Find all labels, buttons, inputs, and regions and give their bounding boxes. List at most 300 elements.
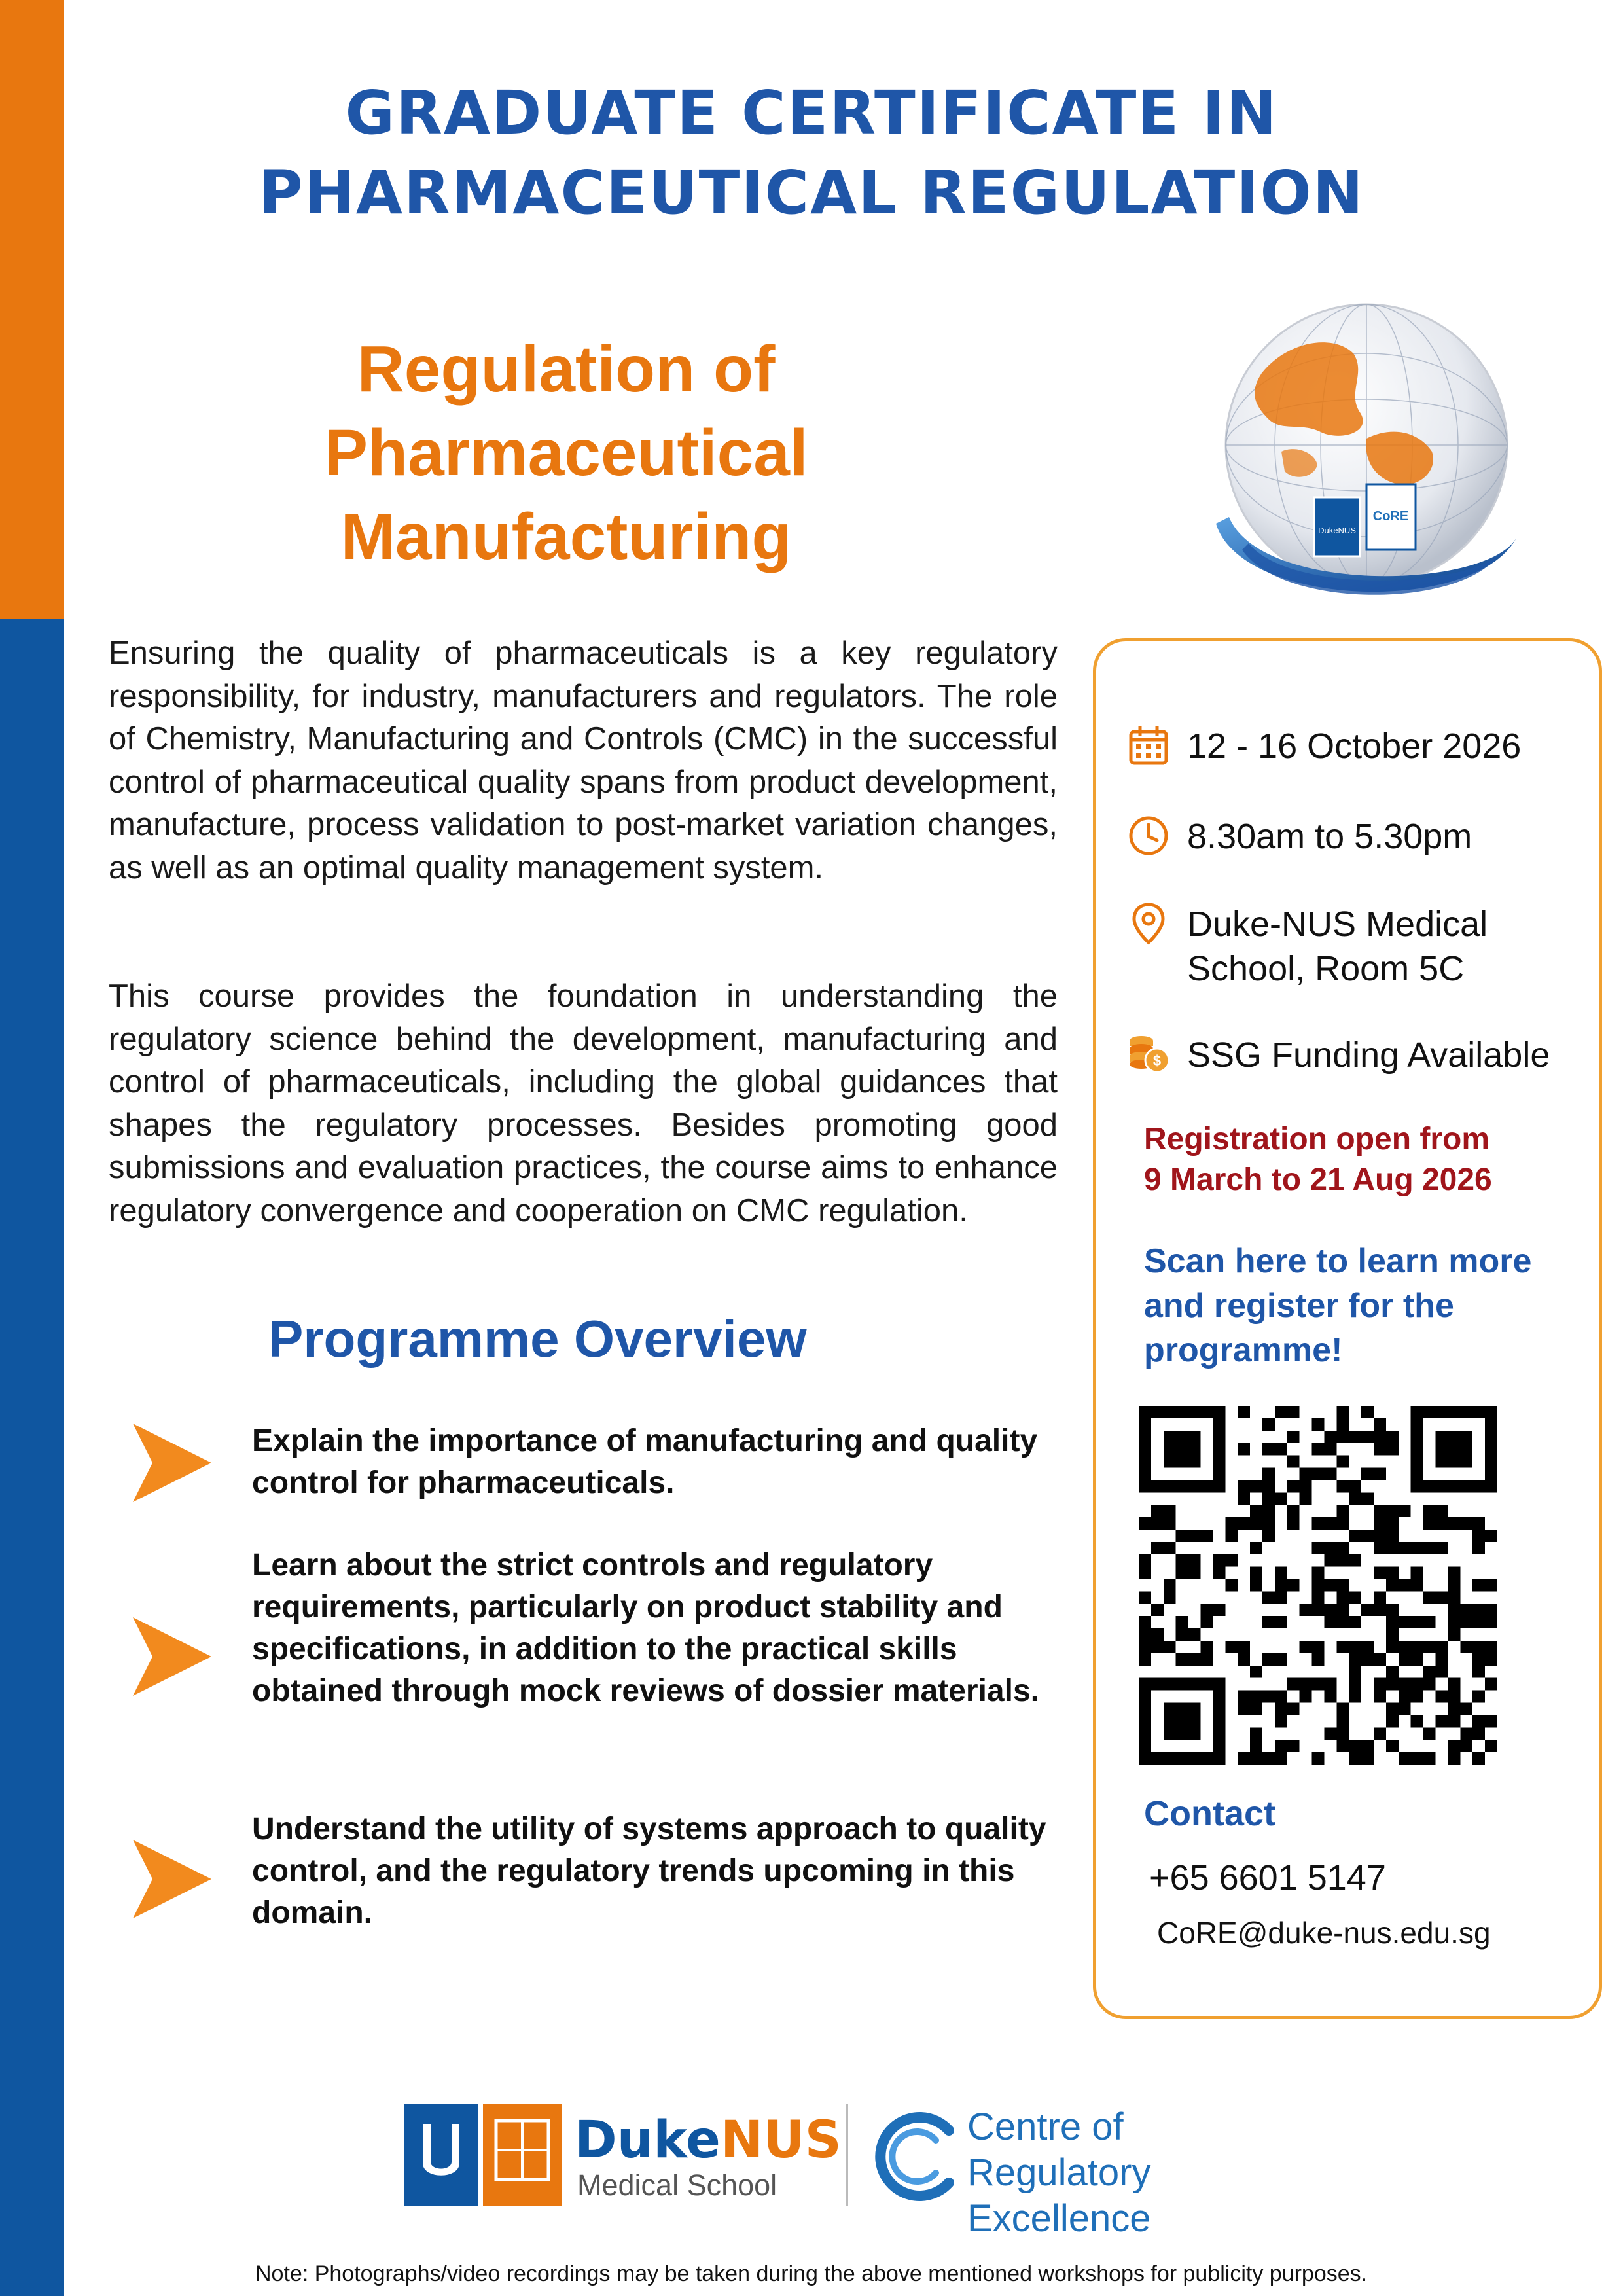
qr-module	[1374, 1443, 1386, 1456]
qr-module	[1213, 1480, 1225, 1492]
qr-module	[1411, 1431, 1423, 1443]
arrow-bullet-icon	[130, 1420, 215, 1505]
qr-module	[1238, 1752, 1250, 1765]
duke-badge	[1314, 497, 1360, 556]
qr-module	[1349, 1530, 1361, 1542]
qr-module	[1423, 1678, 1436, 1691]
left-accent-bar-orange	[0, 0, 64, 619]
clock-icon	[1127, 814, 1170, 857]
qr-module	[1386, 1616, 1399, 1628]
qr-module	[1312, 1591, 1325, 1604]
qr-module	[1176, 1727, 1188, 1740]
qr-module	[1262, 1517, 1275, 1530]
qr-module	[1164, 1678, 1176, 1691]
qr-module	[1139, 1653, 1151, 1666]
publicity-note: Note: Photographs/video recordings may be taken during the above mentioned workshops for publicity purposes.	[255, 2261, 1368, 2286]
qr-module	[1460, 1456, 1472, 1468]
qr-module	[1238, 1492, 1250, 1505]
qr-module	[1225, 1530, 1238, 1542]
qr-module	[1250, 1727, 1262, 1740]
qr-module	[1164, 1517, 1176, 1530]
programme-overview-heading: Programme Overview	[268, 1310, 807, 1368]
qr-module	[1213, 1567, 1225, 1579]
qr-module	[1436, 1591, 1448, 1604]
core-logo-icon	[870, 2111, 962, 2202]
qr-module	[1262, 1443, 1275, 1456]
scan-line-2: and register for the	[1144, 1287, 1454, 1325]
qr-module	[1225, 1517, 1238, 1530]
qr-module	[1411, 1752, 1423, 1765]
qr-module	[1164, 1641, 1176, 1653]
duke-wordmark-part-2: NUS	[720, 2111, 842, 2170]
scan-line-1: Scan here to learn more	[1144, 1242, 1532, 1280]
registration-period	[1144, 1119, 1589, 1200]
qr-module	[1399, 1678, 1411, 1691]
qr-module	[1139, 1406, 1151, 1418]
qr-module	[1262, 1591, 1275, 1604]
qr-module	[1176, 1752, 1188, 1765]
qr-module	[1188, 1567, 1201, 1579]
qr-module	[1238, 1653, 1250, 1666]
qr-module	[1287, 1431, 1300, 1443]
qr-module	[1139, 1567, 1151, 1579]
qr-module	[1287, 1517, 1300, 1530]
contact-heading: Contact	[1144, 1794, 1275, 1833]
qr-module	[1200, 1752, 1213, 1765]
globe-illustration	[1203, 301, 1530, 641]
event-date-row	[1127, 724, 1598, 768]
qr-module	[1485, 1616, 1497, 1628]
qr-module	[1213, 1443, 1225, 1456]
qr-module	[1275, 1443, 1287, 1456]
qr-module	[1411, 1567, 1423, 1579]
qr-module	[1448, 1443, 1460, 1456]
qr-module	[1349, 1740, 1361, 1752]
qr-module	[1200, 1641, 1213, 1653]
qr-module	[1139, 1456, 1151, 1468]
event-funding-row	[1127, 1033, 1598, 1077]
qr-module	[1312, 1517, 1325, 1530]
intro-paragraph-1: Ensuring the quality of pharmaceuticals is a key regulatory responsibility, for industry, manufacturers and regulators. The role of Chemistry, Manufacturing and Controls (CMC) in the successful control of pharmaceutical quality spans from product development, manufacture, process validation to post-market variation changes, as well as an optimal quality management system.	[109, 636, 1058, 886]
qr-module	[1250, 1542, 1262, 1554]
qr-module	[1213, 1431, 1225, 1443]
qr-module	[1436, 1542, 1448, 1554]
qr-module	[1374, 1591, 1386, 1604]
svg-text:CoRE: CoRE	[1372, 509, 1409, 524]
qr-module	[1349, 1492, 1361, 1505]
coins-icon	[1127, 1033, 1170, 1076]
qr-module	[1139, 1678, 1151, 1691]
qr-module	[1485, 1418, 1497, 1431]
title-line-1: GRADUATE CERTIFICATE IN	[345, 78, 1278, 148]
qr-module	[1336, 1406, 1349, 1418]
left-accent-bar-blue	[0, 619, 64, 2296]
qr-module	[1176, 1703, 1188, 1715]
qr-module	[1472, 1666, 1485, 1678]
svg-text:DukeNUS: DukeNUS	[1318, 526, 1356, 535]
qr-module	[1436, 1715, 1448, 1727]
arrow-bullet-icon	[130, 1614, 215, 1699]
core-line-1: Centre of	[967, 2106, 1124, 2148]
qr-module	[1485, 1678, 1497, 1691]
qr-module	[1151, 1641, 1164, 1653]
qr-module	[1361, 1641, 1374, 1653]
qr-module	[1300, 1480, 1312, 1492]
qr-module	[1287, 1480, 1300, 1492]
qr-module	[1250, 1752, 1262, 1765]
qr-module	[1275, 1591, 1287, 1604]
qr-module	[1374, 1567, 1386, 1579]
qr-module	[1250, 1691, 1262, 1703]
qr-module	[1485, 1641, 1497, 1653]
qr-module	[1349, 1678, 1361, 1691]
qr-module	[1374, 1604, 1386, 1616]
qr-module	[1139, 1715, 1151, 1727]
calendar-icon	[1127, 724, 1170, 767]
qr-module	[1139, 1554, 1151, 1567]
qr-module	[1436, 1653, 1448, 1666]
qr-module	[1176, 1406, 1188, 1418]
qr-module	[1386, 1443, 1399, 1456]
qr-module	[1188, 1715, 1201, 1727]
qr-module	[1188, 1443, 1201, 1456]
qr-module	[1386, 1628, 1399, 1641]
qr-module	[1139, 1616, 1151, 1628]
qr-module	[1238, 1641, 1250, 1653]
qr-module	[1423, 1752, 1436, 1765]
qr-module	[1386, 1542, 1399, 1554]
qr-module	[1399, 1703, 1411, 1715]
qr-module	[1336, 1727, 1349, 1740]
core-line-2: Regulatory Excellence	[967, 2151, 1151, 2240]
qr-module	[1411, 1418, 1423, 1431]
qr-module	[1176, 1678, 1188, 1691]
qr-module	[1200, 1616, 1213, 1628]
page-title	[131, 73, 1492, 233]
qr-module	[1324, 1604, 1336, 1616]
venue-line-1: Duke-NUS Medical	[1187, 905, 1488, 944]
qr-module	[1485, 1604, 1497, 1616]
qr-module	[1262, 1691, 1275, 1703]
qr-module	[1411, 1406, 1423, 1418]
qr-module	[1336, 1517, 1349, 1530]
qr-module	[1448, 1691, 1460, 1703]
qr-module	[1164, 1579, 1176, 1592]
qr-module	[1151, 1505, 1164, 1517]
qr-module	[1139, 1431, 1151, 1443]
qr-module	[1312, 1752, 1325, 1765]
qr-module	[1287, 1678, 1300, 1691]
qr-module	[1139, 1591, 1151, 1604]
qr-module	[1423, 1591, 1436, 1604]
qr-module	[1164, 1480, 1176, 1492]
qr-module	[1262, 1653, 1275, 1666]
qr-module	[1336, 1591, 1349, 1604]
qr-module	[1188, 1678, 1201, 1691]
qr-module	[1213, 1703, 1225, 1715]
qr-module	[1448, 1480, 1460, 1492]
qr-module	[1324, 1616, 1336, 1628]
qr-module	[1411, 1678, 1423, 1691]
qr-module	[1448, 1517, 1460, 1530]
qr-code[interactable]	[1139, 1406, 1497, 1765]
location-pin-icon	[1127, 902, 1170, 945]
qr-module	[1188, 1530, 1201, 1542]
qr-module	[1287, 1406, 1300, 1418]
core-badge	[1366, 484, 1416, 550]
qr-module	[1176, 1530, 1188, 1542]
qr-module	[1386, 1740, 1399, 1752]
qr-module	[1213, 1740, 1225, 1752]
qr-module	[1411, 1443, 1423, 1456]
qr-module	[1164, 1727, 1176, 1740]
venue-line-2: School, Room 5C	[1187, 949, 1465, 988]
overview-bullet-2: Learn about the strict controls and regulatory requirements, particularly on product stability and specifications, in addition to the practical skills obtained through mock reviews of dossier materials.	[252, 1548, 1039, 1708]
qr-module	[1374, 1542, 1386, 1554]
qr-module	[1176, 1616, 1188, 1628]
qr-module	[1312, 1641, 1325, 1653]
qr-module	[1436, 1517, 1448, 1530]
qr-module	[1139, 1480, 1151, 1492]
qr-module	[1300, 1467, 1312, 1480]
qr-module	[1139, 1641, 1151, 1653]
qr-module	[1213, 1418, 1225, 1431]
qr-module	[1324, 1691, 1336, 1703]
qr-module	[1324, 1443, 1336, 1456]
qr-module	[1139, 1740, 1151, 1752]
qr-module	[1436, 1431, 1448, 1443]
scan-line-3: programme!	[1144, 1331, 1343, 1369]
qr-module	[1238, 1703, 1250, 1715]
qr-module	[1399, 1505, 1411, 1517]
qr-module	[1361, 1752, 1374, 1765]
arrow-bullet-icon	[130, 1837, 215, 1922]
qr-module	[1472, 1715, 1485, 1727]
qr-module	[1275, 1579, 1287, 1592]
qr-module	[1250, 1666, 1262, 1678]
qr-module	[1448, 1579, 1460, 1592]
qr-module	[1485, 1480, 1497, 1492]
qr-module	[1349, 1691, 1361, 1703]
qr-module	[1436, 1406, 1448, 1418]
qr-module	[1287, 1456, 1300, 1468]
qr-module	[1349, 1653, 1361, 1666]
qr-module	[1399, 1542, 1411, 1554]
qr-module	[1336, 1740, 1349, 1752]
qr-module	[1336, 1579, 1349, 1592]
qr-module	[1399, 1653, 1411, 1666]
duke-nus-logo	[404, 2104, 562, 2206]
duke-wordmark-part-1: Duke	[575, 2111, 721, 2170]
footer-logos	[404, 2104, 1340, 2240]
contact-phone[interactable]: +65 6601 5147	[1149, 1858, 1386, 1897]
qr-module	[1139, 1691, 1151, 1703]
qr-module	[1423, 1641, 1436, 1653]
qr-module	[1176, 1715, 1188, 1727]
qr-module	[1188, 1727, 1201, 1740]
qr-module	[1275, 1406, 1287, 1418]
qr-module	[1336, 1542, 1349, 1554]
qr-module	[1411, 1542, 1423, 1554]
qr-module	[1324, 1727, 1336, 1740]
qr-module	[1485, 1406, 1497, 1418]
qr-module	[1472, 1579, 1485, 1592]
qr-module	[1374, 1517, 1386, 1530]
qr-module	[1411, 1616, 1423, 1628]
qr-module	[1423, 1480, 1436, 1492]
logo-divider	[846, 2104, 848, 2206]
qr-module	[1238, 1443, 1250, 1456]
qr-module	[1411, 1691, 1423, 1703]
qr-module	[1411, 1480, 1423, 1492]
qr-module	[1472, 1542, 1485, 1554]
qr-module	[1213, 1456, 1225, 1468]
qr-module	[1386, 1517, 1399, 1530]
qr-module	[1386, 1715, 1399, 1727]
qr-module	[1386, 1666, 1399, 1678]
qr-module	[1139, 1628, 1151, 1641]
qr-module	[1275, 1715, 1287, 1727]
qr-module	[1324, 1542, 1336, 1554]
qr-module	[1411, 1653, 1423, 1666]
contact-email[interactable]: CoRE@duke-nus.edu.sg	[1157, 1916, 1491, 1950]
qr-module	[1275, 1703, 1287, 1715]
qr-module	[1213, 1727, 1225, 1740]
qr-module	[1423, 1666, 1436, 1678]
qr-module	[1448, 1406, 1460, 1418]
qr-module	[1225, 1579, 1238, 1592]
qr-module	[1151, 1678, 1164, 1691]
qr-module	[1188, 1653, 1201, 1666]
qr-module	[1200, 1406, 1213, 1418]
qr-module	[1164, 1431, 1176, 1443]
qr-module	[1460, 1406, 1472, 1418]
qr-module	[1386, 1678, 1399, 1691]
qr-module	[1213, 1715, 1225, 1727]
qr-module	[1176, 1480, 1188, 1492]
qr-module	[1460, 1480, 1472, 1492]
qr-module	[1300, 1492, 1312, 1505]
qr-module	[1349, 1554, 1361, 1567]
qr-module	[1151, 1406, 1164, 1418]
qr-module	[1176, 1554, 1188, 1567]
event-venue	[1187, 902, 1488, 991]
qr-module	[1349, 1591, 1361, 1604]
qr-module	[1472, 1517, 1485, 1530]
qr-module	[1213, 1752, 1225, 1765]
qr-module	[1188, 1628, 1201, 1641]
qr-module	[1287, 1579, 1300, 1592]
qr-module	[1472, 1641, 1485, 1653]
qr-module	[1176, 1653, 1188, 1666]
qr-module	[1287, 1703, 1300, 1715]
qr-module	[1139, 1517, 1151, 1530]
qr-module	[1386, 1567, 1399, 1579]
event-venue-row	[1127, 902, 1598, 991]
qr-module	[1386, 1431, 1399, 1443]
qr-module	[1324, 1554, 1336, 1567]
qr-module	[1448, 1678, 1460, 1691]
qr-module	[1250, 1740, 1262, 1752]
qr-module	[1312, 1567, 1325, 1579]
qr-module	[1213, 1554, 1225, 1567]
qr-module	[1436, 1641, 1448, 1653]
qr-module	[1336, 1616, 1349, 1628]
qr-module	[1436, 1480, 1448, 1492]
qr-module	[1399, 1752, 1411, 1765]
qr-module	[1349, 1616, 1361, 1628]
qr-module	[1225, 1641, 1238, 1653]
intro-paragraph-2: This course provides the foundation in understanding the regulatory science behind the development, manufacturing and control of pharmaceuticals, including the global guidances that shapes the regulatory processes. Besides promoting good submissions and evaluation practices, the course aims to enhance regulatory convergence and cooperation on CMC regulation.	[109, 978, 1058, 1229]
qr-module	[1200, 1530, 1213, 1542]
qr-module	[1164, 1406, 1176, 1418]
qr-module	[1164, 1591, 1176, 1604]
qr-module	[1399, 1616, 1411, 1628]
qr-module	[1262, 1505, 1275, 1517]
qr-module	[1238, 1406, 1250, 1418]
core-wordmark	[967, 2104, 1340, 2242]
qr-module	[1423, 1616, 1436, 1628]
qr-module	[1300, 1691, 1312, 1703]
qr-module	[1312, 1418, 1325, 1431]
qr-module	[1399, 1641, 1411, 1653]
qr-module	[1238, 1517, 1250, 1530]
qr-module	[1275, 1492, 1287, 1505]
qr-module	[1176, 1456, 1188, 1468]
qr-module	[1275, 1653, 1287, 1666]
qr-module	[1200, 1653, 1213, 1666]
qr-module	[1485, 1431, 1497, 1443]
qr-module	[1448, 1604, 1460, 1616]
qr-module	[1472, 1727, 1485, 1740]
qr-module	[1423, 1505, 1436, 1517]
qr-module	[1349, 1431, 1361, 1443]
qr-module	[1472, 1691, 1485, 1703]
qr-module	[1349, 1480, 1361, 1492]
qr-module	[1225, 1554, 1238, 1567]
qr-module	[1238, 1691, 1250, 1703]
qr-module	[1336, 1480, 1349, 1492]
qr-module	[1250, 1703, 1262, 1715]
qr-module	[1472, 1406, 1485, 1418]
qr-module	[1250, 1517, 1262, 1530]
qr-module	[1460, 1727, 1472, 1740]
qr-module	[1275, 1740, 1287, 1752]
qr-module	[1250, 1505, 1262, 1517]
qr-module	[1262, 1467, 1275, 1480]
qr-module	[1448, 1703, 1460, 1715]
qr-module	[1188, 1480, 1201, 1492]
title-line-2: PHARMACEUTICAL REGULATION	[259, 158, 1364, 228]
qr-module	[1361, 1431, 1374, 1443]
qr-module	[1436, 1691, 1448, 1703]
qr-module	[1460, 1604, 1472, 1616]
qr-module	[1151, 1752, 1164, 1765]
qr-module	[1460, 1616, 1472, 1628]
qr-module	[1151, 1542, 1164, 1554]
svg-text:$: $	[1152, 1052, 1162, 1069]
qr-module	[1485, 1740, 1497, 1752]
qr-module	[1361, 1406, 1374, 1418]
qr-module	[1349, 1752, 1361, 1765]
qr-module	[1411, 1456, 1423, 1468]
qr-module	[1188, 1406, 1201, 1418]
qr-module	[1361, 1604, 1374, 1616]
qr-module	[1399, 1579, 1411, 1592]
qr-module	[1411, 1467, 1423, 1480]
qr-module	[1411, 1715, 1423, 1727]
qr-module	[1176, 1567, 1188, 1579]
